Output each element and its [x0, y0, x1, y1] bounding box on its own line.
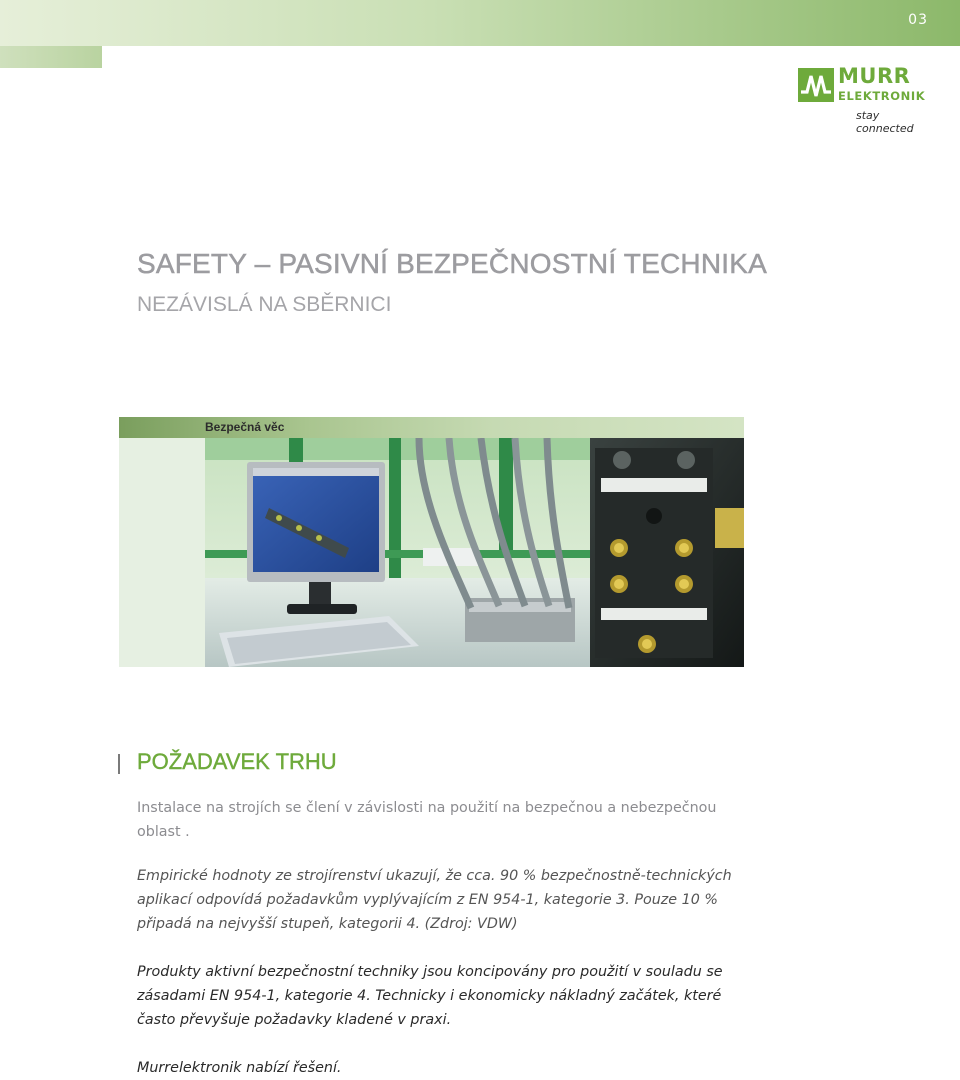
page-title: SAFETY – PASIVNÍ BEZPEČNOSTNÍ TECHNIKA: [137, 248, 767, 279]
paragraph-intro: Instalace na strojích se člení v závislosti na použití na bezpečnou a nebezpečnou oblast .: [137, 800, 717, 840]
logo-brand-elektronik: ELEKTRONIK: [838, 89, 926, 103]
page-subtitle: NEZÁVISLÁ NA SBĚRNICI: [137, 293, 392, 316]
header-band-accent: [0, 46, 102, 68]
section-heading: POŽADAVEK TRHU: [137, 749, 337, 774]
murrelektronik-logo: [798, 64, 930, 135]
header-band: [0, 0, 960, 46]
product-photo-frame: [119, 438, 744, 667]
product-photo: [119, 438, 744, 667]
murr-logo-icon: [798, 68, 834, 102]
paragraph-active-safety: Produkty aktivní bezpečnostní techniky jsou koncipovány pro použití v souladu se zásadami EN 954-1, kategorie 4. Technicky i ekonomicky nákladný začátek, které často převyšuje požadavky kladené v praxi.: [137, 964, 723, 1028]
paragraph-solution: Murrelektronik nabízí řešení.: [137, 1060, 342, 1076]
page-number: 03: [908, 12, 928, 28]
figure-caption-bar: [119, 417, 744, 438]
paragraph-empirical: Empirické hodnoty ze strojírenství ukazují, že cca. 90 % bezpečnostně-technických aplikací odpovídá požadavkům vyplývajícím z EN 954-1, kategorie 3. Pouze 10 % připadá na nejvyšší stupeň, kategorii 4. (Zdroj: VDW): [137, 868, 732, 932]
figure-caption: Bezpečná věc: [205, 420, 285, 434]
logo-brand-murr: MURR: [838, 64, 911, 88]
logo-tagline: stay connected: [856, 109, 914, 135]
section-marker: [118, 754, 120, 774]
